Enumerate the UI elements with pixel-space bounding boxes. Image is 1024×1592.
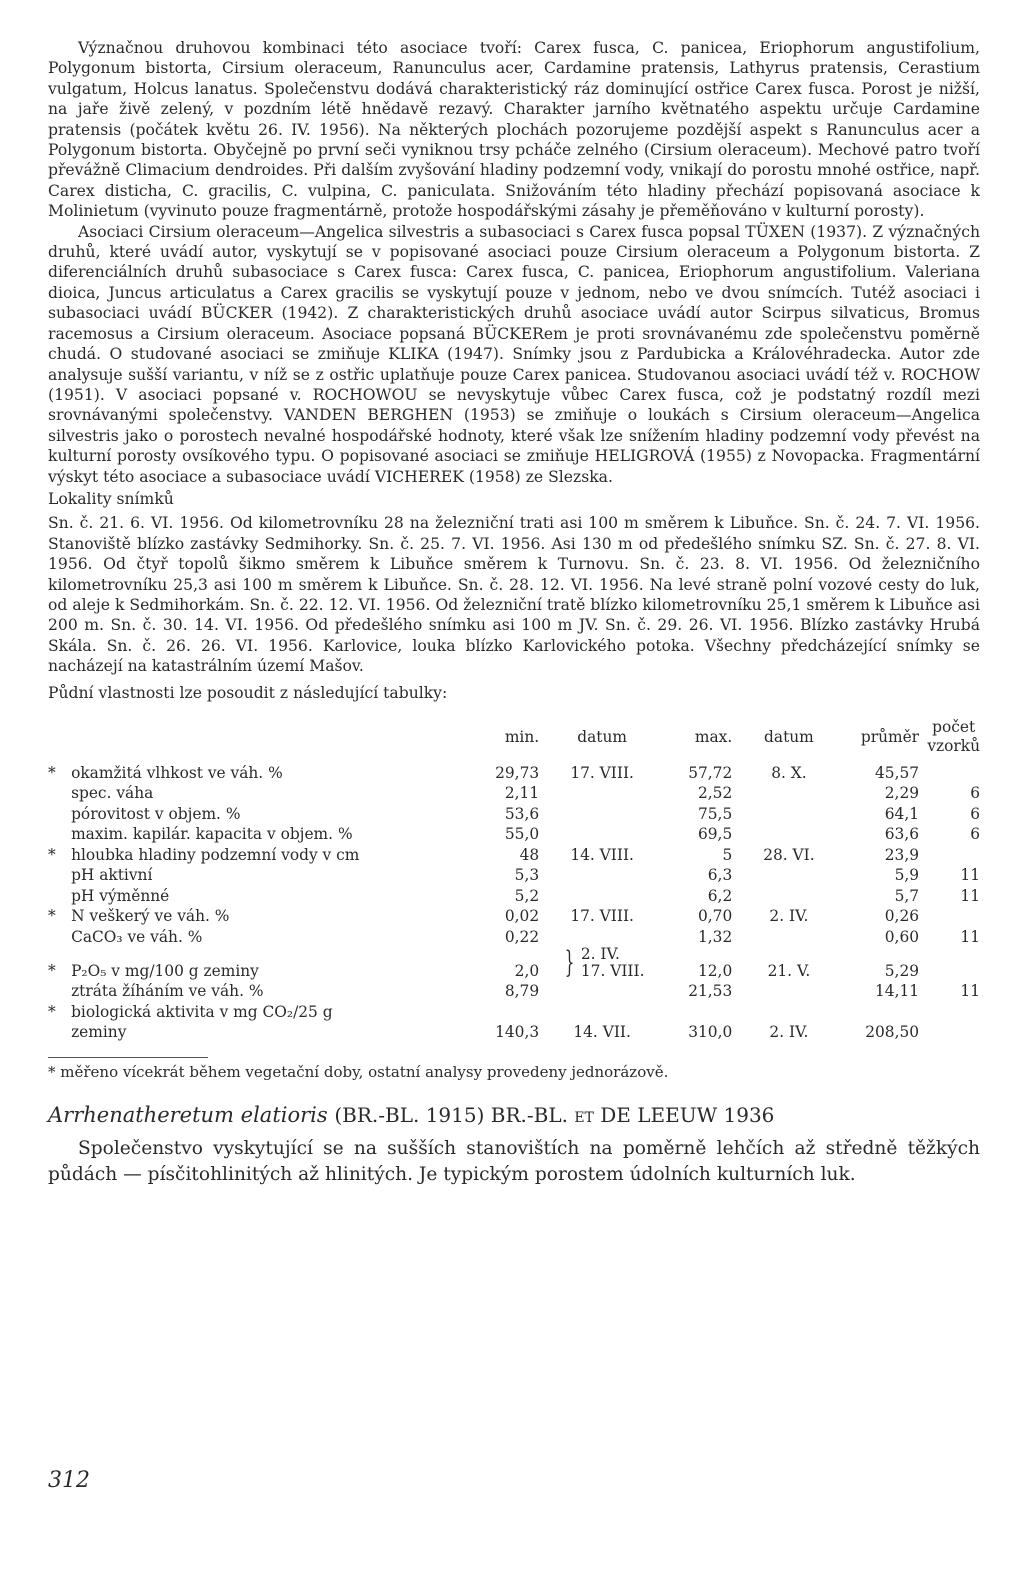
cell-sample-count: 11 bbox=[960, 886, 980, 905]
header-sample-count: počet vzorků bbox=[927, 718, 980, 755]
cell-date-min bbox=[539, 925, 665, 946]
cell-min: 48 bbox=[519, 845, 540, 864]
cell-average: 0,26 bbox=[884, 907, 920, 925]
table-row bbox=[48, 905, 980, 926]
cell-average bbox=[846, 1000, 919, 1021]
row-label: biologická aktivita v mg CO₂/25 g bbox=[71, 1002, 333, 1021]
cell-sample-count bbox=[919, 1000, 980, 1021]
cell-sample-count bbox=[919, 843, 980, 864]
table-body bbox=[48, 761, 980, 1041]
cell-max: 2,52 bbox=[697, 784, 733, 802]
cell-max: 6,2 bbox=[707, 886, 733, 905]
table-row bbox=[48, 761, 980, 782]
cell-date-max bbox=[732, 782, 845, 803]
cell-date-min bbox=[539, 823, 665, 844]
cell-sample-count bbox=[919, 1021, 980, 1042]
cell-sample-count: 6 bbox=[970, 825, 980, 843]
cell-max: 69,5 bbox=[697, 825, 733, 843]
header-date-min: datum bbox=[577, 728, 627, 746]
cell-date-max bbox=[732, 1000, 845, 1021]
cell-average: 5,9 bbox=[894, 866, 920, 884]
row-label: pórovitost v objem. % bbox=[71, 804, 241, 823]
row-label: spec. váha bbox=[71, 784, 154, 802]
cell-date-min bbox=[539, 980, 665, 1001]
table-row bbox=[48, 946, 980, 980]
row-label: pH aktivní bbox=[71, 866, 153, 884]
cell-average: 5,7 bbox=[894, 886, 920, 905]
cell-average: 5,29 bbox=[884, 961, 920, 980]
row-marker bbox=[48, 980, 71, 1001]
row-label: P₂O₅ v mg/100 g zeminy bbox=[71, 961, 259, 980]
row-label: maxim. kapilár. kapacita v objem. % bbox=[71, 825, 353, 843]
cell-min: 2,11 bbox=[504, 784, 540, 802]
cell-max: 310,0 bbox=[688, 1023, 733, 1041]
cell-min: 29,73 bbox=[495, 763, 540, 782]
row-label: zeminy bbox=[71, 1023, 127, 1041]
cell-average: 64,1 bbox=[884, 804, 920, 823]
cell-max bbox=[665, 1000, 732, 1021]
row-label: N veškerý ve váh. % bbox=[71, 907, 230, 925]
row-marker bbox=[48, 884, 71, 905]
cell-sample-count bbox=[919, 946, 980, 980]
table-row bbox=[48, 1021, 980, 1042]
footnote-divider bbox=[48, 1057, 208, 1058]
table-row bbox=[48, 884, 980, 905]
cell-sample-count: 11 bbox=[960, 982, 980, 1000]
cell-max: 0,70 bbox=[697, 907, 733, 925]
cell-min: 0,22 bbox=[504, 927, 540, 946]
table-row bbox=[48, 980, 980, 1001]
lokality-text: Sn. č. 21. 6. VI. 1956. Od kilometrovníku 28 na železniční trati asi 100 m směrem k Libuňce. Sn. č. 24. 7. VI. 1956. Stanoviště blízko zastávky Sedmihorky. Sn. č. 25. 7. VI. 1956. Asi 130 m od předešlého snímku SZ. Sn. č. 27. 8. VI. 1956. Od čtyř topolů šikmo směrem k Libuňce směrem k Turnovu. Sn. č. 23. 8. VI. 1956. Od železničního kilometrovníku 25,3 asi 100 m směrem k Libuňce. Sn. č. 28. 12. VI. 1956. Na levé straně polní vozové cesty do luk, od aleje k Sedmihorkám. Sn. č. 22. 12. VI. 1956. Od železniční tratě blízko kilometrovníku 25,1 směrem k Libuňce asi 200 m. Sn. č. 30. 14. VI. 1956. Od předešlého snímku asi 100 m JV. Sn. č. 29. 26. VI. 1956. Blízko zastávky Hrubá Skála. Sn. č. 26. 26. VI. 1956. Karlovice, louka blízko Karlovického potoka. Všechny předcházející snímky se nacházejí na katastrálním území Mašov. bbox=[48, 514, 980, 676]
cell-date-min: 14. VIII. bbox=[570, 845, 634, 864]
header-average: průměr bbox=[860, 728, 920, 746]
paragraph-arrhenatheretum: Společenstvo vyskytující se na sušších stanovištích na poměrně lehčích až středně těžkých půdách — písčitohlinitých až hlinitých. Je typickým porostem údolních kulturních luk. bbox=[48, 1138, 980, 1186]
cell-sample-count: 6 bbox=[970, 804, 980, 823]
cell-min: 8,79 bbox=[504, 982, 540, 1000]
cell-average: 14,11 bbox=[874, 982, 920, 1000]
cell-date-max bbox=[732, 884, 845, 905]
cell-average: 2,29 bbox=[884, 784, 920, 802]
cell-date-max: 2. IV. bbox=[769, 1023, 809, 1041]
cell-sample-count bbox=[919, 905, 980, 926]
cell-date-max bbox=[732, 864, 845, 885]
cell-sample-count: 11 bbox=[960, 927, 980, 946]
row-marker: * bbox=[48, 1002, 56, 1021]
row-marker bbox=[48, 864, 71, 885]
table-row bbox=[48, 823, 980, 844]
cell-average: 45,57 bbox=[874, 763, 920, 782]
cell-max: 21,53 bbox=[688, 982, 733, 1000]
page-body bbox=[48, 38, 980, 1188]
row-marker bbox=[48, 925, 71, 946]
cell-date-min bbox=[539, 884, 665, 905]
cell-max: 6,3 bbox=[707, 866, 733, 884]
table-intro: Půdní vlastnosti lze posoudit z následující tabulky: bbox=[48, 683, 448, 702]
page-number: 312 bbox=[48, 1468, 90, 1493]
cell-max: 75,5 bbox=[697, 804, 733, 823]
cell-max: 1,32 bbox=[697, 927, 733, 946]
table-row bbox=[48, 925, 980, 946]
section-heading bbox=[48, 1102, 980, 1128]
header-min: min. bbox=[504, 728, 540, 746]
association-name: Arrhenatheretum elatioris bbox=[48, 1103, 328, 1128]
cell-min bbox=[472, 1000, 539, 1021]
cell-date-min bbox=[539, 782, 665, 803]
cell-max: 57,72 bbox=[688, 763, 733, 782]
lokality-heading: Lokality snímků bbox=[48, 489, 174, 508]
row-marker bbox=[48, 1021, 71, 1042]
table-row bbox=[48, 864, 980, 885]
row-label: pH výměnné bbox=[71, 886, 170, 905]
cell-date-min bbox=[539, 1000, 665, 1021]
row-marker bbox=[48, 802, 71, 823]
table-row bbox=[48, 782, 980, 803]
cell-min: 140,3 bbox=[495, 1023, 540, 1041]
cell-date-max bbox=[732, 823, 845, 844]
cell-sample-count: 11 bbox=[960, 866, 980, 884]
cell-date-max bbox=[732, 925, 845, 946]
cell-date-min: } 2. IV. 17. VIII. bbox=[564, 944, 645, 980]
cell-min: 5,2 bbox=[514, 886, 540, 905]
cell-average: 63,6 bbox=[884, 825, 920, 843]
cell-min: 5,3 bbox=[514, 866, 540, 884]
cell-date-max: 8. X. bbox=[771, 763, 807, 782]
row-label: okamžitá vlhkost ve váh. % bbox=[71, 763, 283, 782]
cell-date-min bbox=[539, 864, 665, 885]
row-marker: * bbox=[48, 907, 56, 925]
cell-date-max: 2. IV. bbox=[769, 907, 809, 925]
table-header-row bbox=[48, 713, 980, 761]
cell-max: 12,0 bbox=[697, 961, 733, 980]
cell-min: 53,6 bbox=[504, 804, 540, 823]
cell-date-max: 28. VI. bbox=[763, 845, 815, 864]
cell-date-max bbox=[732, 980, 845, 1001]
paragraph-association-composition: Význačnou druhovou kombinaci této asociace tvoří: Carex fusca, C. panicea, Eriophorum angustifolium, Polygonum bistorta, Cirsium oleraceum, Ranunculus acer, Cardamine pratensis, Lathyrus pratensis, Cerastium vulgatum, Holcus lanatus. Společenstvu dodává charakteristický ráz dominující ostřice Carex fusca. Porost je nižší, na jaře živě zelený, v pozdním létě hnědavě rezavý. Charakter jarního květnatého aspektu určuje Cardamine pratensis (počátek květu 26. IV. 1956). Na některých plochách pozorujeme pozdější aspekt s Ranunculus acer a Polygonum bistorta. Obyčejně po první seči vyniknou trsy pcháče zelného (Cirsium oleraceum). Mechové patro tvoří převážně Climacium dendroides. Při dalším zvyšování hladiny podzemní vody, vnikají do porostu mnohé ostřice, např. Carex disticha, C. gracilis, C. vulpina, C. paniculata. Snižováním této hladiny přechází popisovaná asociace k Molinietum (vyvinuto pouze fragmentárně, protože hospodářskými zásahy je přeměňováno v kulturní porosty). bbox=[48, 39, 980, 221]
cell-sample-count: 6 bbox=[970, 784, 980, 802]
footnote: * měřeno vícekrát během vegetační doby, ostatní analysy provedeny jednorázově. bbox=[48, 1063, 669, 1081]
cell-date-min: 17. VIII. bbox=[570, 763, 634, 782]
cell-date-min bbox=[539, 802, 665, 823]
row-label: CaCO₃ ve váh. % bbox=[71, 927, 203, 946]
cell-average: 23,9 bbox=[884, 845, 920, 864]
row-label: ztráta žíháním ve váh. % bbox=[71, 982, 264, 1000]
cell-average: 0,60 bbox=[884, 927, 920, 946]
row-marker bbox=[48, 782, 71, 803]
row-marker: * bbox=[48, 845, 56, 864]
cell-max: 5 bbox=[722, 845, 733, 864]
cell-date-max bbox=[732, 802, 845, 823]
table-row bbox=[48, 1000, 980, 1021]
row-label: hloubka hladiny podzemní vody v cm bbox=[71, 845, 360, 864]
cell-min: 0,02 bbox=[504, 907, 540, 925]
header-max: max. bbox=[694, 728, 733, 746]
association-authors: (BR.-BL. 1915) BR.-BL. et DE LEEUW 1936 bbox=[334, 1103, 775, 1128]
header-date-max: datum bbox=[764, 728, 814, 746]
table-row bbox=[48, 802, 980, 823]
table-row bbox=[48, 843, 980, 864]
row-marker: * bbox=[48, 961, 56, 980]
soil-properties-table bbox=[48, 713, 980, 1041]
cell-date-min: 14. VII. bbox=[573, 1023, 631, 1041]
cell-sample-count bbox=[919, 761, 980, 782]
paragraph-literature-comparison: Asociaci Cirsium oleraceum—Angelica silvestris a subasociaci s Carex fusca popsal TÜXEN (1937). Z význačných druhů, které uvádí autor, vyskytují se v popisované asociaci pouze Cirsium oleraceum a Polygonum bistorta. Z diferenciálních druhů subasociace s Carex fusca: Carex fusca, C. panicea, Eriophorum angustifolium. Valeriana dioica, Juncus articulatus a Carex gracilis se vyskytují pouze v jednom, nebo ve dvou snímcích. Tutéž asociaci i subasociaci uvádí BÜCKER (1942). Z charakteristických druhů asociace uvádí autor Scirpus silvaticus, Bromus racemosus a Cirsium oleraceum. Asociace popsaná BÜCKERem je proti srovnávanému zde společenstvu poměrně chudá. O studované asociaci se zmiňuje KLIKA (1947). Snímky jsou z Pardubicka a Královéhradecka. Autor zde analysuje sušší variantu, v níž se z ostřic uplatňuje pouze Carex panicea. Studovanou asociaci uvádí též v. ROCHOW (1951). V asociaci popsané v. ROCHOWOU se nevyskytuje vůbec Carex fusca, což je podstatný rozdíl mezi srovnávanými společenstvy. VANDEN BERGHEN (1953) se zmiňuje o loukách s Cirsium oleraceum—Angelica silvestris jako o porostech nevalné hospodářské hodnoty, které však lze snížením hladiny podzemní vody převést na kulturní porosty ovsíkového typu. O popisované asociaci se zmiňuje HELIGROVÁ (1955) z Novopacka. Fragmentární výskyt této asociace a subasociace uvádí VICHEREK (1958) ze Slezska. bbox=[48, 222, 980, 486]
cell-date-min: 17. VIII. bbox=[570, 907, 634, 925]
row-marker: * bbox=[48, 763, 56, 782]
cell-min: 55,0 bbox=[504, 825, 540, 843]
cell-date-max: 21. V. bbox=[767, 961, 811, 980]
cell-min: 2,0 bbox=[514, 961, 540, 980]
row-marker bbox=[48, 823, 71, 844]
cell-average: 208,50 bbox=[865, 1023, 920, 1041]
